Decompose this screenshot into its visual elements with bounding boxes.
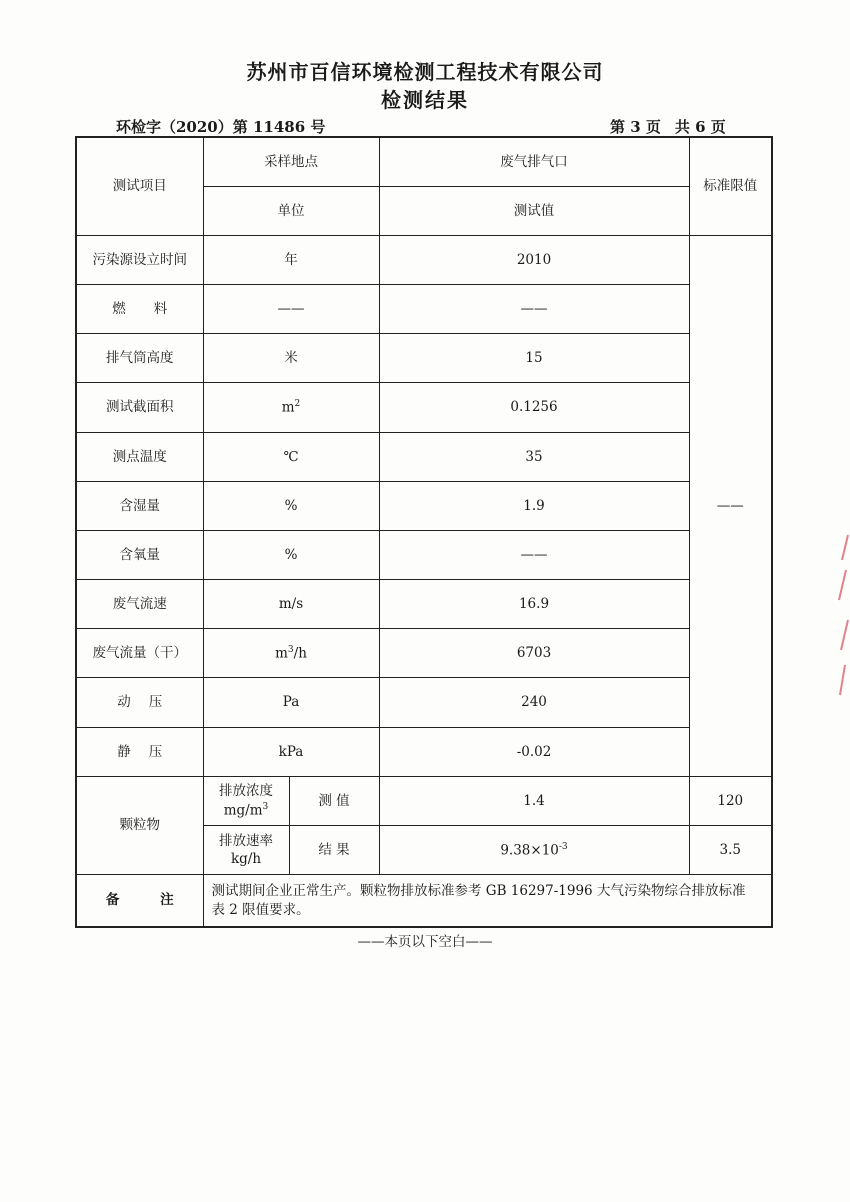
- row-unit: ——: [203, 285, 379, 334]
- header-row-1: [76, 137, 772, 186]
- conc-value: 1.4: [379, 776, 689, 825]
- row-unit: $m^3/h$: [203, 629, 379, 678]
- row-unit: m/s: [203, 580, 379, 629]
- document-title: 检测结果: [381, 88, 469, 112]
- row-unit: kPa: [203, 727, 379, 776]
- table-row: [76, 678, 772, 727]
- conc-limit: 120: [689, 776, 772, 825]
- table-row: [76, 481, 772, 530]
- row-item: 动压: [76, 678, 203, 727]
- row-unit: %: [203, 481, 379, 530]
- row-unit: %: [203, 530, 379, 579]
- row-unit: 年: [203, 235, 379, 284]
- rate-label: 排放速率 kg/h: [203, 825, 289, 874]
- header-limit: 标准限值: [689, 137, 772, 235]
- row-unit: ℃: [203, 432, 379, 481]
- particulate-item: 颗粒物: [76, 776, 203, 874]
- company-name: 苏州市百信环境检测工程技术有限公司: [246, 60, 604, 84]
- page-current: 第 3 页: [610, 118, 661, 136]
- row-value: 35: [379, 432, 689, 481]
- row-value: -0.02: [379, 727, 689, 776]
- table-row: [76, 727, 772, 776]
- page-number: [610, 116, 726, 137]
- row-value: 0.1256: [379, 383, 689, 432]
- row-value: 240: [379, 678, 689, 727]
- table-row: [76, 580, 772, 629]
- page-total: 共 6 页: [674, 118, 726, 136]
- location-value: 废气排气口: [379, 137, 689, 186]
- table-row: [76, 285, 772, 334]
- particulate-conc-row: [76, 776, 772, 825]
- results-table: [75, 136, 773, 928]
- table-row: [76, 235, 772, 284]
- row-item: 污染源设立时间: [76, 235, 203, 284]
- row-value: 1.9: [379, 481, 689, 530]
- rate-value: $9.38\times 10^{-3}$: [379, 825, 689, 874]
- row-item: 含氧量: [76, 530, 203, 579]
- table-row: [76, 530, 772, 579]
- conc-type: 测 值: [289, 776, 379, 825]
- row-item: 排气筒高度: [76, 334, 203, 383]
- table-row: [76, 432, 772, 481]
- table-row: [76, 629, 772, 678]
- row-item: 废气流速: [76, 580, 203, 629]
- table-row: [76, 383, 772, 432]
- conc-label: 排放浓度 $mg/m^3$: [203, 776, 289, 825]
- header-unit: 单位: [203, 186, 379, 235]
- remark-row: [76, 875, 772, 927]
- remark-text: 测试期间企业正常生产。颗粒物排放标准参考 GB 16297-1996 大气污染物综合排放标准 表 2 限值要求。: [203, 875, 772, 927]
- blank-below-note: ——本页以下空白——: [357, 934, 493, 950]
- stamp-fragment: [836, 530, 850, 700]
- header-location: 采样地点: [203, 137, 379, 186]
- row-item: 含湿量: [76, 481, 203, 530]
- table-row: [76, 334, 772, 383]
- header-test-value: 测试值: [379, 186, 689, 235]
- row-value: 15: [379, 334, 689, 383]
- row-value: 16.9: [379, 580, 689, 629]
- document-number: 环检字（2020）第 11486 号: [116, 118, 326, 136]
- row-item: 测点温度: [76, 432, 203, 481]
- header-test-item: 测试项目: [76, 137, 203, 235]
- row-value: 2010: [379, 235, 689, 284]
- row-value: 6703: [379, 629, 689, 678]
- row-unit: 米: [203, 334, 379, 383]
- row-item: 废气流量（干）: [76, 629, 203, 678]
- row-item: 测试截面积: [76, 383, 203, 432]
- rate-limit: 3.5: [689, 825, 772, 874]
- remark-label: 备 注: [76, 875, 203, 927]
- limit-merged-cell: ——: [689, 235, 772, 776]
- row-item: 燃料: [76, 285, 203, 334]
- row-unit: Pa: [203, 678, 379, 727]
- row-unit: $m^2$: [203, 383, 379, 432]
- row-value: ——: [379, 530, 689, 579]
- row-item: 静压: [76, 727, 203, 776]
- row-value: ——: [379, 285, 689, 334]
- rate-type: 结 果: [289, 825, 379, 874]
